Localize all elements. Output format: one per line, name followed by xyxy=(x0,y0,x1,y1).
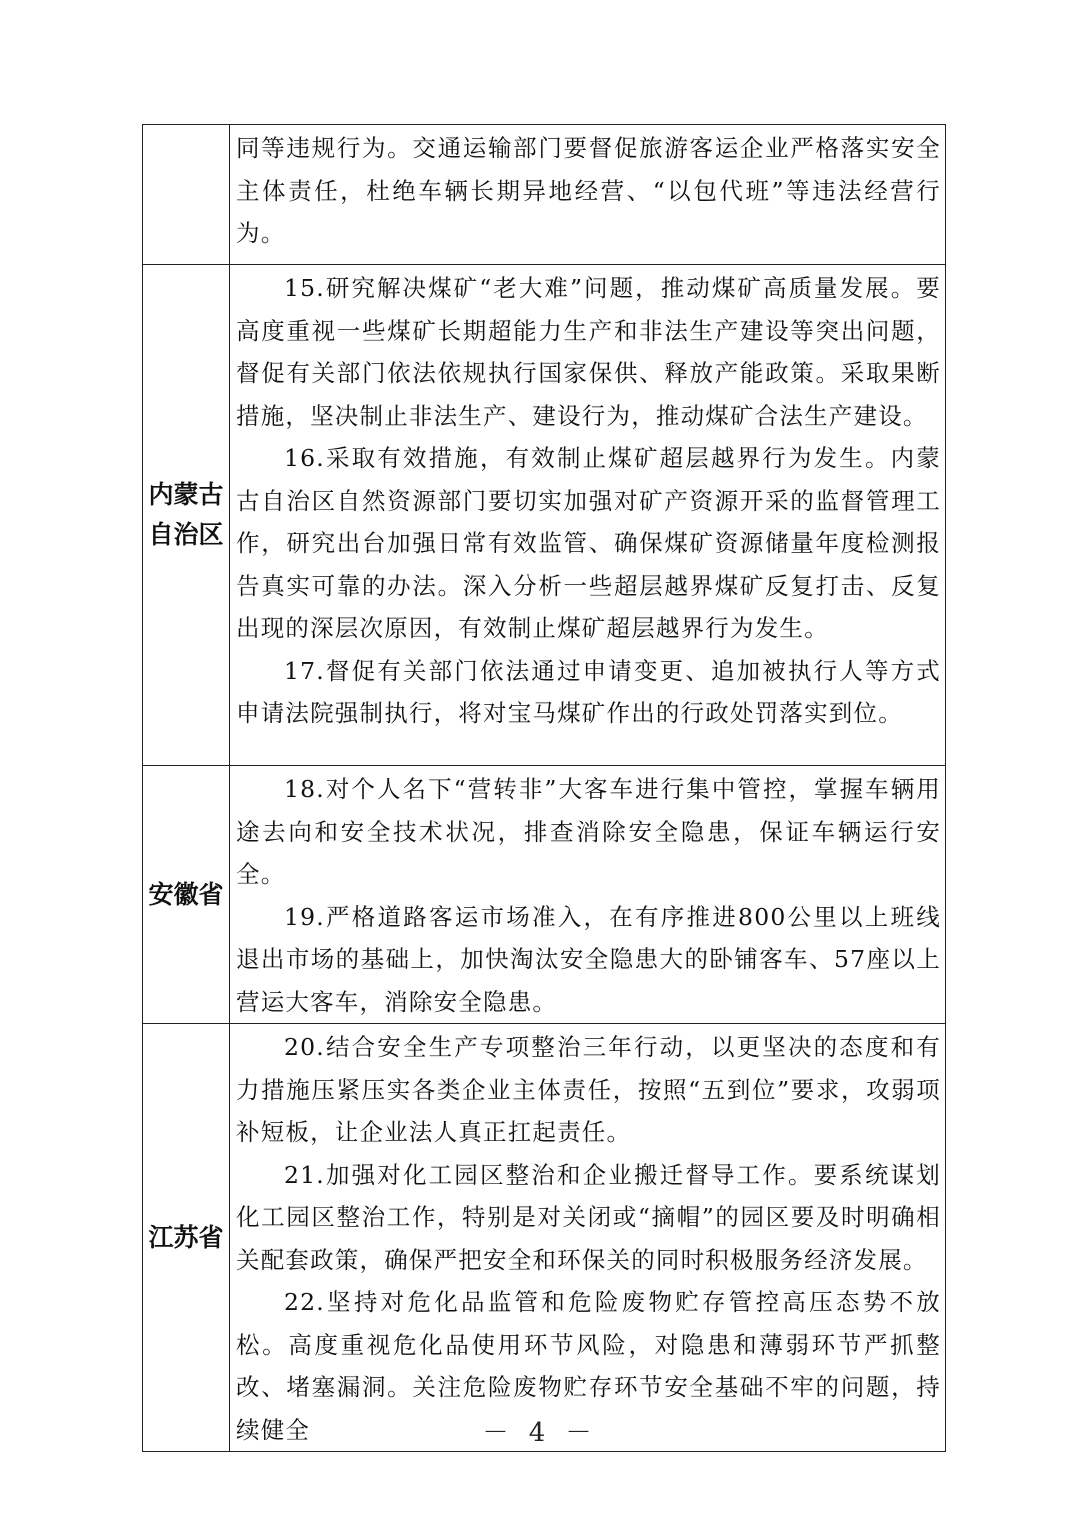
region-name-line: 江苏省 xyxy=(148,1222,224,1252)
content-cell xyxy=(230,1024,946,1452)
table-row xyxy=(143,265,946,766)
region-cell-anhui xyxy=(143,766,230,1024)
content-cell xyxy=(230,766,946,1024)
paragraph-item-16: 16.采取有效措施，有效制止煤矿超层越界行为发生。内蒙古自治区自然资源部门要切实加强对矿产资源开采的监督管理工作，研究出台加强日常有效监管、确保煤矿资源储量年度检测报告真实可靠的办法。深入分析一些超层越界煤矿反复打击、反复出现的深层次原因，有效制止煤矿超层越界行为发生。 xyxy=(236,444,941,642)
paragraph-item-15: 15.研究解决煤矿“老大难”问题，推动煤矿高质量发展。要高度重视一些煤矿长期超能力生产和非法生产建设等突出问题，督促有关部门依法依规执行国家保供、释放产能政策。采取果断措施，坚决制止非法生产、建设行为，推动煤矿合法生产建设。 xyxy=(236,274,941,430)
table-row xyxy=(143,125,946,265)
table-row xyxy=(143,1024,946,1452)
region-cell-jiangsu xyxy=(143,1024,230,1452)
region-name-line: 安徽省 xyxy=(148,879,224,909)
content-cell xyxy=(230,125,946,265)
paragraph-item-17: 17.督促有关部门依法通过申请变更、追加被执行人等方式申请法院强制执行，将对宝马煤矿作出的行政处罚落实到位。 xyxy=(236,656,941,727)
paragraph: 同等违规行为。交通运输部门要督促旅游客运企业严格落实安全主体责任，杜绝车辆长期异地经营、“以包代班”等违法经营行为。 xyxy=(236,134,941,247)
paragraph-item-18: 18.对个人名下“营转非”大客车进行集中管控，掌握车辆用途去向和安全技术状况，排查消除安全隐患，保证车辆运行安全。 xyxy=(236,775,941,888)
page-number: － 4 － xyxy=(482,1418,598,1448)
table-row xyxy=(143,766,946,1024)
region-name-line: 自治区 xyxy=(148,520,224,549)
policy-table xyxy=(142,124,946,1452)
region-cell-inner-mongolia xyxy=(143,265,230,766)
paragraph-item-21: 21.加强对化工园区整治和企业搬迁督导工作。要系统谋划化工园区整治工作，特别是对关闭或“摘帽”的园区要及时明确相关配套政策，确保严把安全和环保关的同时积极服务经济发展。 xyxy=(236,1160,941,1274)
paragraph-item-22: 22.坚持对危化品监管和危险废物贮存管控高压态势不放松。高度重视危化品使用环节风险，对隐患和薄弱环节严抓整改、堵塞漏洞。关注危险废物贮存环节安全基础不牢的问题，持续健全 xyxy=(236,1288,941,1444)
paragraph-item-20: 20.结合安全生产专项整治三年行动，以更坚决的态度和有力措施压紧压实各类企业主体责任，按照“五到位”要求，攻弱项补短板，让企业法人真正扛起责任。 xyxy=(236,1033,941,1146)
region-name-line: 内蒙古 xyxy=(148,480,224,509)
paragraph-item-19: 19.严格道路客运市场准入，在有序推进800公里以上班线退出市场的基础上，加快淘汰安全隐患大的卧铺客车、57座以上营运大客车，消除安全隐患。 xyxy=(236,902,941,1016)
region-cell-empty xyxy=(143,125,230,265)
content-cell xyxy=(230,265,946,766)
